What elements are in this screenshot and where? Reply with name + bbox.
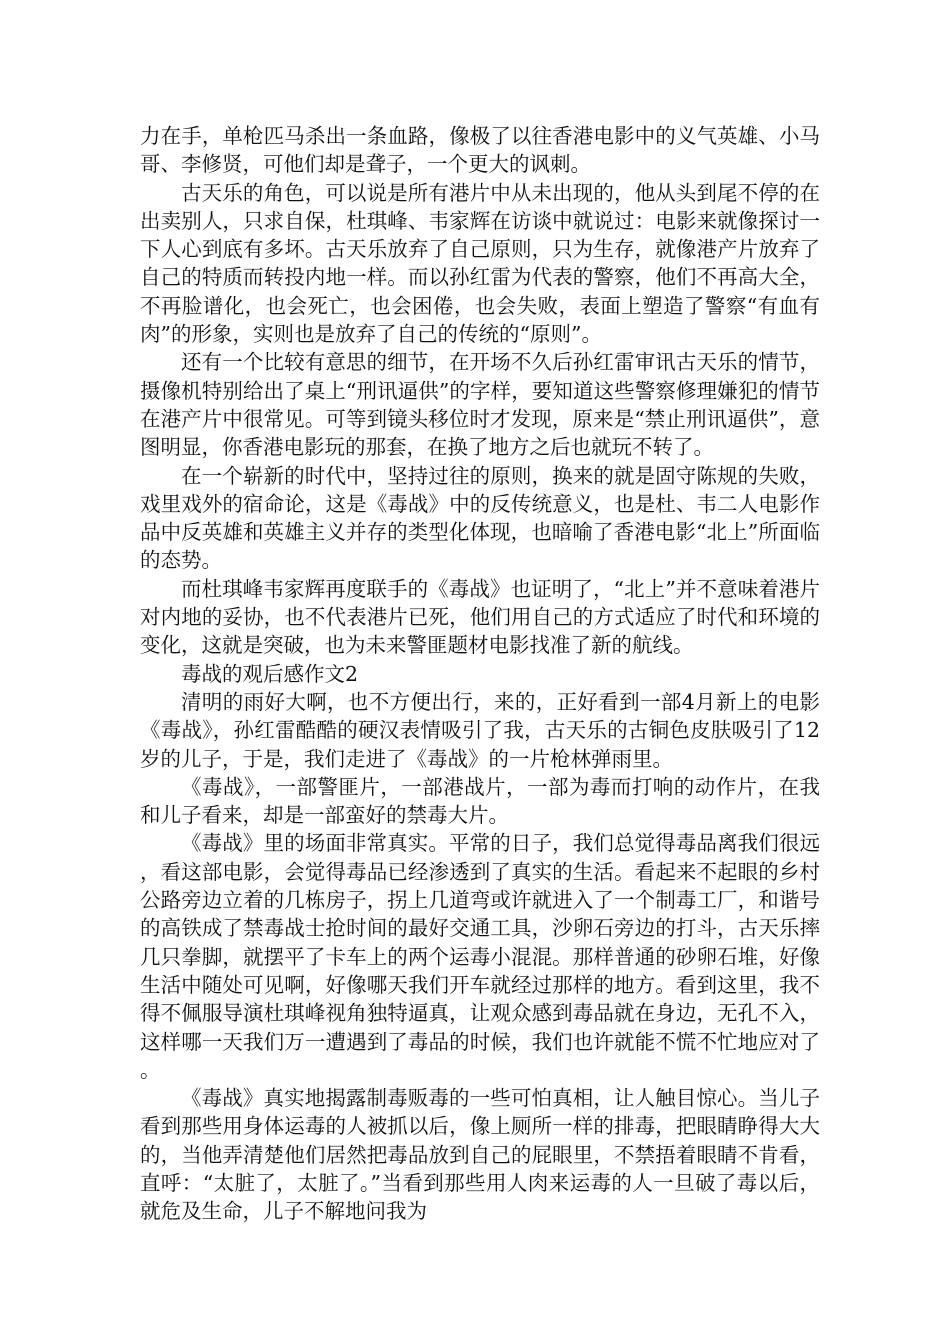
paragraph: 还有一个比较有意思的细节，在开场不久后孙红雷审讯古天乐的情节，摄像机特别给出了桌上“刑讯逼供”的字样，要知道这些警察修理嫌犯的情节在港产片中很常见。可等到镜头移位时才发现，原来是“禁止刑讯逼供”，意图明显，你香港电影玩的那套，在换了地方之后也就玩不转了。 [140, 350, 820, 460]
paragraph: 在一个崭新的时代中，坚持过往的原则，换来的就是固守陈规的失败，戏里戏外的宿命论，这是《毒战》中的反传统意义，也是杜、韦二人电影作品中反英雄和英雄主义并存的类型化体现，也暗喻了香港电影“北上”所面临的态势。 [140, 463, 820, 573]
paragraph: 而杜琪峰韦家辉再度联手的《毒战》也证明了，“北上”并不意味着港片对内地的妥协，也不代表港片已死，他们用自己的方式适应了时代和环境的变化，这就是突破，也为未来警匪题材电影找准了新的航线。 [140, 576, 820, 658]
paragraph: 力在手，单枪匹马杀出一条血路，像极了以往香港电影中的义气英雄、小马哥、李修贤，可他们却是聋子，一个更大的讽刺。 [140, 124, 820, 177]
paragraph: 《毒战》真实地揭露制毒贩毒的一些可怕真相，让人触目惊心。当儿子看到那些用身体运毒的人被抓以后，像上厕所一样的排毒，把眼睛睁得大大的，当他弄清楚他们居然把毒品放到自己的屁眼里，不禁捂着眼睛不肯看，直呼：“太脏了，太脏了。”当看到那些用人肉来运毒的人一旦破了毒以后，就危及生命，儿子不解地问我为 [140, 1086, 820, 1224]
paragraph: 《毒战》里的场面非常真实。平常的日子，我们总觉得毒品离我们很远，看这部电影，会觉得毒品已经渗透到了真实的生活。看起来不起眼的乡村公路旁边立着的几栋房子，拐上几道弯或许就进入了一个制毒工厂，和谐号的高铁成了禁毒战士抢时间的最好交通工具，沙卵石旁边的打斗，古天乐摔几只拳脚，就摆平了卡车上的两个运毒小混混。那样普通的砂卵石堆，好像生活中随处可见啊，好像哪天我们开车就经过那样的地方。看到这里，我不得不佩服导演杜琪峰视角独特逼真，让观众感到毒品就在身边，无孔不入，这样哪一天我们万一遭遇到了毒品的时候，我们也许就能不慌不忙地应对了。 [140, 831, 820, 1082]
paragraph: 古天乐的角色，可以说是所有港片中从未出现的，他从头到尾不停的在出卖别人，只求自保，杜琪峰、韦家辉在访谈中就说过：电影来就像探讨一下人心到底有多坏。古天乐放弃了自己原则，只为生存，就像港产片放弃了自己的特质而转投内地一样。而以孙红雷为代表的警察，他们不再高大全，不再脸谱化，也会死亡，也会困倦，也会失败，表面上塑造了警察“有血有肉”的形象，实则也是放弃了自己的传统的“原则”。 [140, 180, 820, 347]
document-page [140, 122, 820, 1226]
section-heading: 毒战的观后感作文2 [181, 661, 359, 686]
paragraph: 清明的雨好大啊，也不方便出行，来的，正好看到一部4月新上的电影《毒战》，孙红雷酷酷的硬汉表情吸引了我，古天乐的古铜色皮肤吸引了12岁的儿子，于是，我们走进了《毒战》的一片枪林弹雨里。 [140, 689, 820, 771]
paragraph: 《毒战》，一部警匪片，一部港战片，一部为毒而打响的动作片，在我和儿子看来，却是一部蛮好的禁毒大片。 [140, 774, 820, 828]
